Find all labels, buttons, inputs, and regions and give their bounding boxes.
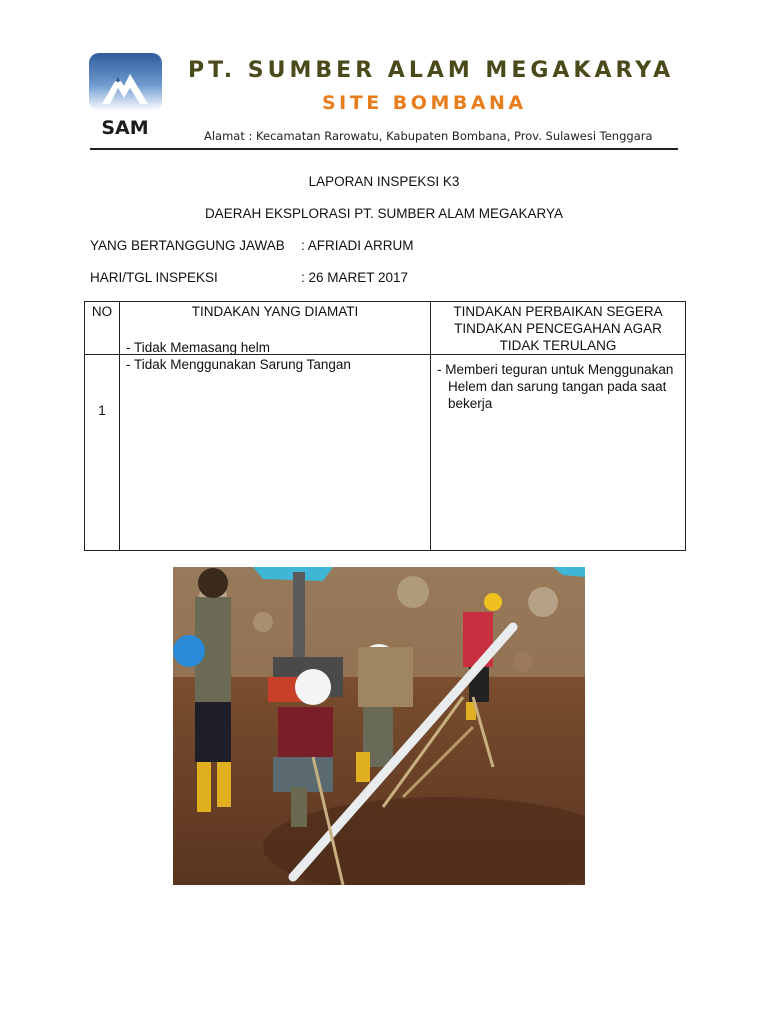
responsible-label: YANG BERTANGGUNG JAWAB [90,238,285,253]
report-subtitle: DAERAH EKSPLORASI PT. SUMBER ALAM MEGAKARYA [204,206,564,221]
company-name: PT. SUMBER ALAM MEGAKARYA [188,58,675,83]
observed-item: - Tidak Memasang helm [126,340,271,355]
report-title: LAPORAN INSPEKSI K3 [308,174,460,189]
company-logo [88,52,163,137]
date-value: : 26 MARET 2017 [301,270,409,285]
header-fix-line: TINDAKAN PERBAIKAN SEGERA [453,304,663,319]
header-corrective-action [431,302,686,355]
observed-item: - Tidak Menggunakan Sarung Tangan [126,357,351,372]
inspection-table [84,301,686,551]
logo-text: SAM [101,117,149,137]
site-name: SITE BOMBANA [322,92,527,114]
company-address: Alamat : Kecamatan Rarowatu, Kabupaten Bombana, Prov. Sulawesi Tenggara [204,129,653,143]
header-observed: TINDAKAN YANG DIAMATI [120,302,431,355]
header-divider [90,148,678,150]
row-corrective-action [431,355,686,551]
fix-line: bekerja [448,396,493,411]
row-observed [120,340,431,551]
fix-line: Helem dan sarung tangan pada saat [448,379,667,394]
responsible-value: : AFRIADI ARRUM [301,238,414,253]
header-no: NO [85,302,120,355]
inspection-photo [173,567,585,885]
row-no: 1 [85,355,120,551]
header-fix-line: TIDAK TERULANG [499,338,617,353]
date-label: HARI/TGL INSPEKSI [90,270,218,285]
fix-line: - Memberi teguran untuk Menggunakan [437,362,674,377]
header-fix-line: TINDAKAN PENCEGAHAN AGAR [454,321,662,336]
table-row [85,355,686,551]
